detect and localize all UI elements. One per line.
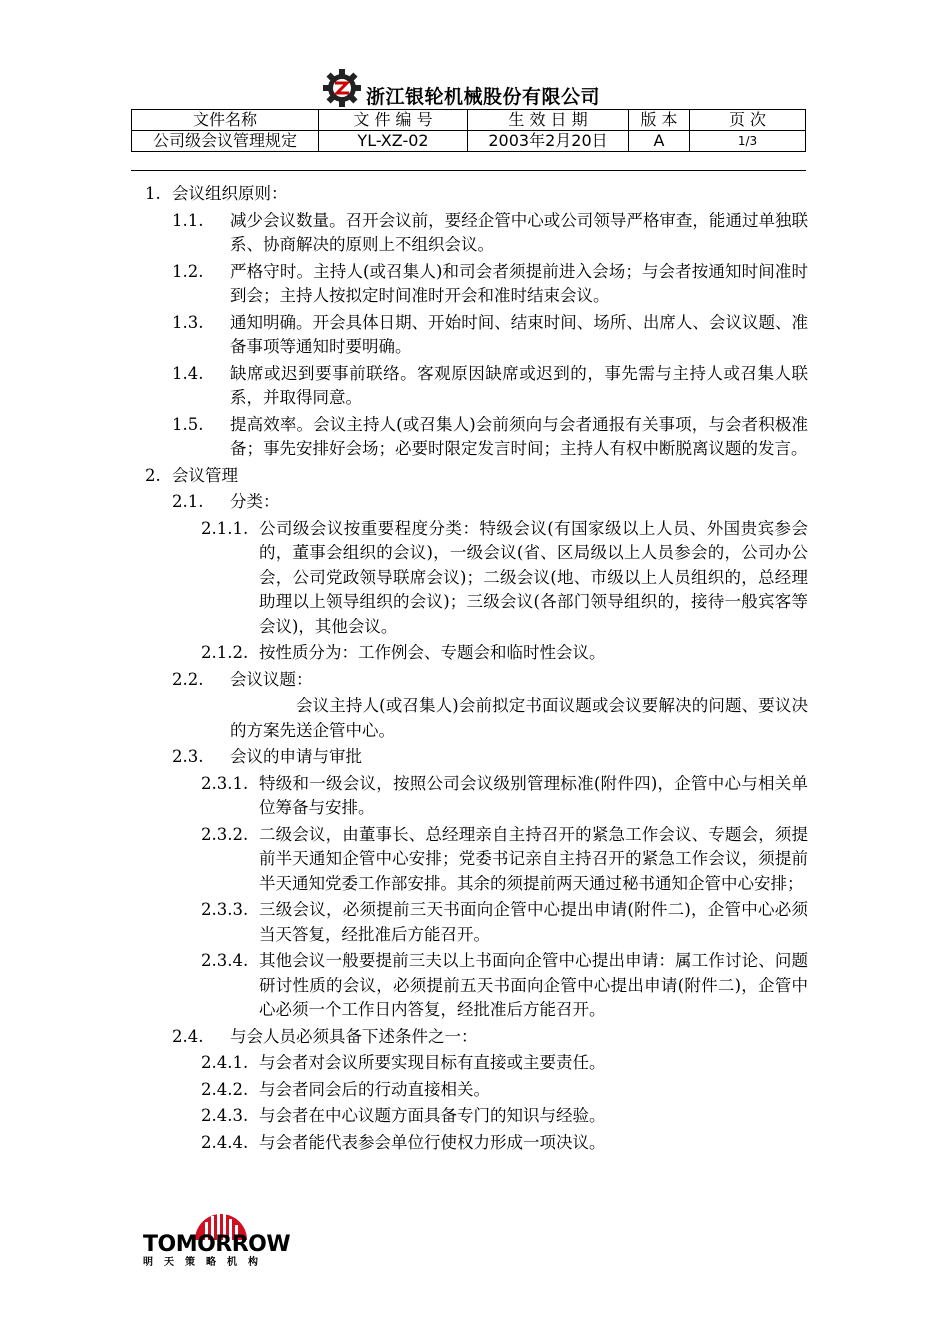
section-1-2: 1.2. 严格守时。主持人(或召集人)和司会者须提前进入会场；与会者按通知时间准时到会；主持人按拟定时间准时开会和准时结束会议。: [172, 261, 808, 305]
info-value-row: [132, 131, 806, 152]
document-body: [0, 182, 950, 1155]
header-page: 页 次: [690, 110, 806, 131]
document-info-table: [131, 109, 806, 152]
section-2-4: 2.4. 与会人员必须具备下述条件之一：: [172, 1026, 478, 1046]
header-doc-name: 文件名称: [132, 110, 319, 131]
tomorrow-wordmark: TOMORROW: [143, 1232, 291, 1257]
section-2-4-4: 2.4.4. 与会者能代表参会单位行使权力形成一项决议。: [201, 1132, 606, 1152]
info-header-row: [132, 110, 806, 131]
doc-number: YL-XZ-02: [319, 131, 468, 152]
section-2-1-1: 2.1.1. 公司级会议按重要程度分类：特级会议(有国家级以上人员、外国贵宾参会的，董事会组织的会议)，一级会议(省、区局级以上人员参会的，公司办公会，公司党政领导联席会议)；二级会议(地、市级以上人员组织的，总经理助理以上领导组织的会议)；三级会议(各部门领导组织的，接待一般宾客等会议)，其他会议。: [201, 518, 808, 636]
version: A: [629, 131, 690, 152]
section-2-4-1: 2.4.1. 与会者对会议所要实现目标有直接或主要责任。: [201, 1053, 606, 1072]
header-effective-date: 生 效 日 期: [468, 110, 629, 131]
section-2: 2. 会议管理: [145, 465, 238, 485]
effective-date: 2003年2月20日: [468, 131, 629, 152]
section-1-4: 1.4. 缺席或迟到要事前联络。客观原因缺席或迟到的，事先需与主持人或召集人联系，并取得同意。: [172, 363, 808, 407]
section-1-1: 1.1. 减少会议数量。召开会议前，要经企管中心或公司领导严格审查，能通过单独联系、协商解决的原则上不组织会议。: [172, 210, 808, 254]
divider: [131, 170, 806, 171]
section-2-3: 2.3. 会议的申请与审批: [172, 747, 362, 766]
section-2-3-4: 2.3.4. 其他会议一般要提前三夫以上书面向企管中心提出申请：属工作讨论、问题研讨性质的会议，必须提前五天书面向企管中心提出申请(附件二)，企管中心必须一个工作日内答复，经批准后方能召开。: [201, 951, 808, 1019]
section-2-2: 2.2. 会议议题：: [172, 669, 313, 689]
company-header: [322, 66, 600, 110]
section-2-2-paragraph: 会议主持人(或召集人)会前拟定书面议题或会议要解决的问题、要议决的方案先送企管中心。: [230, 696, 808, 740]
header-doc-number: 文 件 编 号: [319, 110, 468, 131]
section-2-4-2: 2.4.2. 与会者同会后的行动直接相关。: [201, 1079, 490, 1099]
section-2-1-2: 2.1.2. 按性质分为：工作例会、专题会和临时性会议。: [201, 643, 606, 662]
section-1-5: 1.5. 提高效率。会议主持人(或召集人)会前须向与会者通报有关事项，与会者积极准备；事先安排好会场；必要时限定发言时间；主持人有权中断脱离议题的发言。: [172, 414, 808, 458]
section-2-4-3: 2.4.3. 与会者在中心议题方面具备专门的知识与经验。: [201, 1106, 606, 1125]
page-number: 1/3: [690, 131, 806, 152]
header-version: 版 本: [629, 110, 690, 131]
doc-name: 公司级会议管理规定: [132, 131, 319, 152]
yinlun-gear-logo-icon: [322, 68, 362, 108]
tomorrow-subtitle: 明天策略机构: [143, 1257, 269, 1268]
section-1: 1. 会议组织原则：: [145, 184, 288, 203]
section-2-3-1: 2.3.1. 特级和一级会议，按照公司会议级别管理标准(附件四)，企管中心与相关单位筹备与安排。: [201, 773, 808, 817]
section-2-3-3: 2.3.3. 三级会议，必须提前三天书面向企管中心提出申请(附件二)，企管中心必须当天答复，经批准后方能召开。: [201, 900, 808, 944]
section-1-3: 1.3. 通知明确。开会具体日期、开始时间、结束时间、场所、出席人、会议议题、准备事项等通知时要明确。: [172, 312, 808, 356]
section-2-3-2: 2.3.2. 二级会议，由董事长、总经理亲自主持召开的紧急工作会议、专题会，须提前半天通知企管中心安排；党委书记亲自主持召开的紧急工作会议，须提前半天通知党委工作部安排。其余的须提前两天通过秘书通知企管中心安排；: [201, 824, 808, 893]
section-2-1: 2.1. 分类：: [172, 492, 280, 511]
company-name: 浙江银轮机械股份有限公司: [366, 85, 601, 108]
